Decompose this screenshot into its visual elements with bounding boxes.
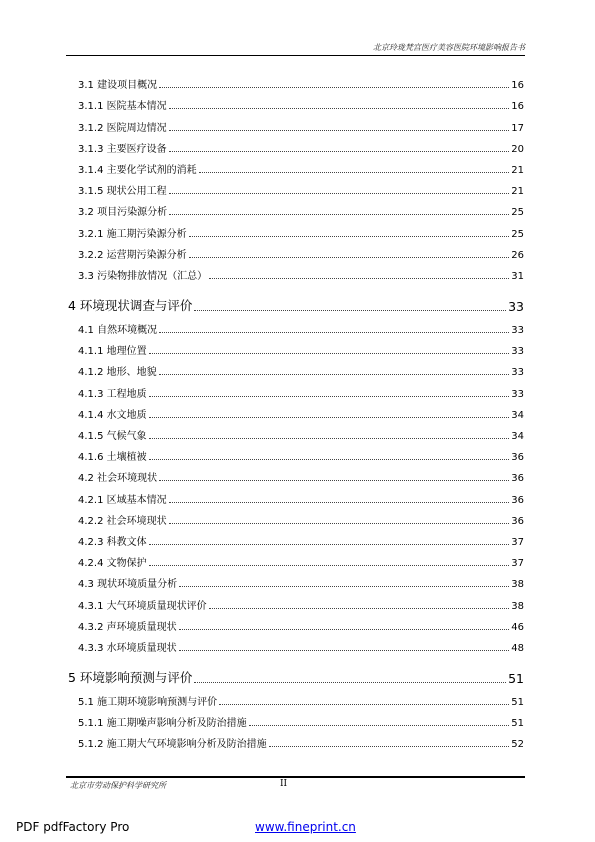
dot-leader (149, 565, 510, 566)
toc-entry-title: 4.2 社会环境现状 (78, 473, 158, 485)
toc-entry-title: 5.1.2 施工期大气环境影响分析及防治措施 (78, 739, 267, 751)
toc-entry-page: 36 (511, 473, 524, 485)
toc-section-entry[interactable] (68, 687, 524, 708)
dot-leader (249, 725, 510, 726)
toc-entry-title: 4.3.1 大气环境质量现状评价 (78, 600, 207, 612)
toc-section-entry[interactable] (68, 729, 524, 750)
dot-leader (194, 310, 506, 311)
toc-section-entry[interactable] (68, 112, 524, 133)
toc-chapter-entry[interactable] (68, 662, 524, 686)
toc-entry-title: 4.3.2 声环境质量现状 (78, 621, 177, 633)
toc-entry-page: 33 (508, 298, 524, 314)
header-rule (66, 55, 525, 56)
toc-entry-page: 33 (511, 388, 524, 400)
footer-organization: 北京市劳动保护科学研究所 (70, 781, 166, 790)
dot-leader (209, 278, 509, 279)
toc-entry-title: 5.1.1 施工期噪声影响分析及防治措施 (78, 718, 247, 730)
dot-leader (149, 417, 510, 418)
toc-entry-page: 38 (511, 600, 524, 612)
page-number: II (280, 779, 288, 789)
toc-entry-title: 4.2.2 社会环境现状 (78, 515, 167, 527)
toc-section-entry[interactable] (68, 506, 524, 527)
dot-leader (169, 193, 510, 194)
dot-leader (179, 629, 510, 630)
toc-entry-title: 5.1 施工期环境影响预测与评价 (78, 697, 218, 709)
toc-entry-page: 52 (511, 739, 524, 751)
toc-section-entry[interactable] (68, 240, 524, 261)
dot-leader (149, 544, 510, 545)
toc-entry-page: 33 (511, 325, 524, 337)
toc-section-entry[interactable] (68, 261, 524, 282)
toc-entry-title: 4.2.4 文物保护 (78, 558, 147, 570)
dot-leader (209, 608, 510, 609)
toc-section-entry[interactable] (68, 176, 524, 197)
toc-entry-page: 31 (511, 270, 524, 282)
toc-section-entry[interactable] (68, 548, 524, 569)
dot-leader (149, 353, 510, 354)
toc-chapter-entry[interactable] (68, 290, 524, 314)
toc-section-entry[interactable] (68, 378, 524, 399)
dot-leader (159, 480, 509, 481)
toc-section-entry[interactable] (68, 708, 524, 729)
dot-leader (194, 682, 506, 683)
toc-entry-title: 3.1.3 主要医疗设备 (78, 143, 167, 155)
toc-entry-title: 4.1.3 工程地质 (78, 388, 147, 400)
toc-entry-title: 4.2.1 区域基本情况 (78, 494, 167, 506)
dot-leader (269, 746, 510, 747)
toc-entry-page: 51 (508, 670, 524, 686)
dot-leader (149, 459, 510, 460)
dot-leader (219, 704, 509, 705)
toc-section-entry[interactable] (68, 442, 524, 463)
dot-leader (149, 438, 510, 439)
table-of-contents (68, 70, 524, 750)
toc-entry-page: 21 (511, 186, 524, 198)
dot-leader (159, 374, 510, 375)
toc-entry-title: 4.1 自然环境概况 (78, 325, 158, 337)
dot-leader (169, 502, 510, 503)
toc-entry-title: 4.3.3 水环境质量现状 (78, 642, 177, 654)
toc-section-entry[interactable] (68, 218, 524, 239)
toc-entry-page: 34 (511, 409, 524, 421)
toc-entry-page: 36 (511, 494, 524, 506)
toc-entry-title: 4.2.3 科教文体 (78, 536, 147, 548)
toc-entry-page: 20 (511, 143, 524, 155)
dot-leader (179, 586, 509, 587)
toc-entry-title: 4.1.2 地形、地貌 (78, 367, 157, 379)
toc-section-entry[interactable] (68, 134, 524, 155)
toc-entry-page: 37 (511, 536, 524, 548)
toc-entry-title: 3.1.4 主要化学试剂的消耗 (78, 164, 197, 176)
toc-entry-page: 38 (511, 579, 524, 591)
toc-entry-page: 51 (511, 718, 524, 730)
toc-entry-title: 4.1.4 水文地质 (78, 409, 147, 421)
toc-entry-title: 3.2 项目污染源分析 (78, 207, 168, 219)
toc-entry-page: 26 (511, 249, 524, 261)
toc-entry-page: 46 (511, 621, 524, 633)
dot-leader (159, 87, 509, 88)
toc-section-entry[interactable] (68, 633, 524, 654)
dot-leader (169, 214, 509, 215)
toc-entry-page: 33 (511, 346, 524, 358)
toc-entry-page: 36 (511, 515, 524, 527)
dot-leader (199, 172, 510, 173)
toc-entry-title: 3.1 建设项目概况 (78, 80, 158, 92)
dot-leader (189, 257, 510, 258)
dot-leader (169, 108, 510, 109)
toc-entry-page: 16 (511, 101, 524, 113)
toc-entry-page: 37 (511, 558, 524, 570)
dot-leader (169, 523, 510, 524)
toc-entry-page: 36 (511, 452, 524, 464)
toc-entry-page: 34 (511, 431, 524, 442)
toc-entry-title: 5 环境影响预测与评价 (68, 669, 193, 685)
dot-leader (169, 151, 510, 152)
toc-entry-page: 25 (511, 228, 524, 240)
footer-rule (66, 776, 525, 778)
toc-section-entry[interactable] (68, 357, 524, 378)
toc-entry-title: 3.1.5 现状公用工程 (78, 186, 167, 198)
toc-entry-page: 21 (511, 164, 524, 176)
toc-section-entry[interactable] (68, 336, 524, 357)
toc-entry-page: 17 (511, 122, 524, 134)
toc-entry-title: 3.2.1 施工期污染源分析 (78, 228, 187, 240)
toc-section-entry[interactable] (68, 463, 524, 484)
toc-entry-page: 51 (511, 697, 524, 709)
toc-section-entry[interactable] (68, 70, 524, 91)
running-header: 北京玲珑梵宫医疗美容医院环境影响报告书 (373, 43, 525, 52)
toc-section-entry[interactable] (68, 612, 524, 633)
toc-section-entry[interactable] (68, 569, 524, 590)
toc-entry-title: 4.1.6 土壤植被 (78, 452, 147, 464)
toc-section-entry[interactable] (68, 590, 524, 611)
toc-entry-title: 3.1.1 医院基本情况 (78, 101, 167, 113)
toc-section-entry[interactable] (68, 484, 524, 505)
toc-entry-title: 3.3 污染物排放情况（汇总） (78, 270, 208, 282)
toc-entry-title: 4.1.1 地理位置 (78, 346, 147, 358)
toc-entry-title: 4.3 现状环境质量分析 (78, 579, 178, 591)
dot-leader (169, 130, 510, 131)
dot-leader (149, 396, 510, 397)
toc-entry-title: 4.1.5 气候气象 (78, 431, 147, 442)
dot-leader (159, 332, 509, 333)
toc-section-entry[interactable] (68, 155, 524, 176)
toc-entry-page: 48 (511, 642, 524, 654)
toc-entry-title: 4 环境现状调查与评价 (68, 297, 193, 313)
toc-entry-page: 25 (511, 207, 524, 219)
toc-section-entry[interactable] (68, 197, 524, 218)
toc-section-entry[interactable] (68, 527, 524, 548)
toc-section-entry[interactable] (68, 91, 524, 112)
toc-section-entry[interactable] (68, 421, 524, 442)
toc-entry-title: 3.1.2 医院周边情况 (78, 122, 167, 134)
dot-leader (179, 650, 510, 651)
pdffactory-watermark: PDF pdfFactory Pro (16, 820, 130, 834)
toc-entry-title: 3.2.2 运营期污染源分析 (78, 249, 187, 261)
fineprint-link[interactable]: www.fineprint.cn (255, 820, 356, 834)
dot-leader (189, 236, 510, 237)
toc-section-entry[interactable] (68, 400, 524, 421)
toc-section-entry[interactable] (68, 315, 524, 336)
toc-entry-page: 33 (511, 367, 524, 379)
toc-entry-page: 16 (511, 80, 524, 92)
